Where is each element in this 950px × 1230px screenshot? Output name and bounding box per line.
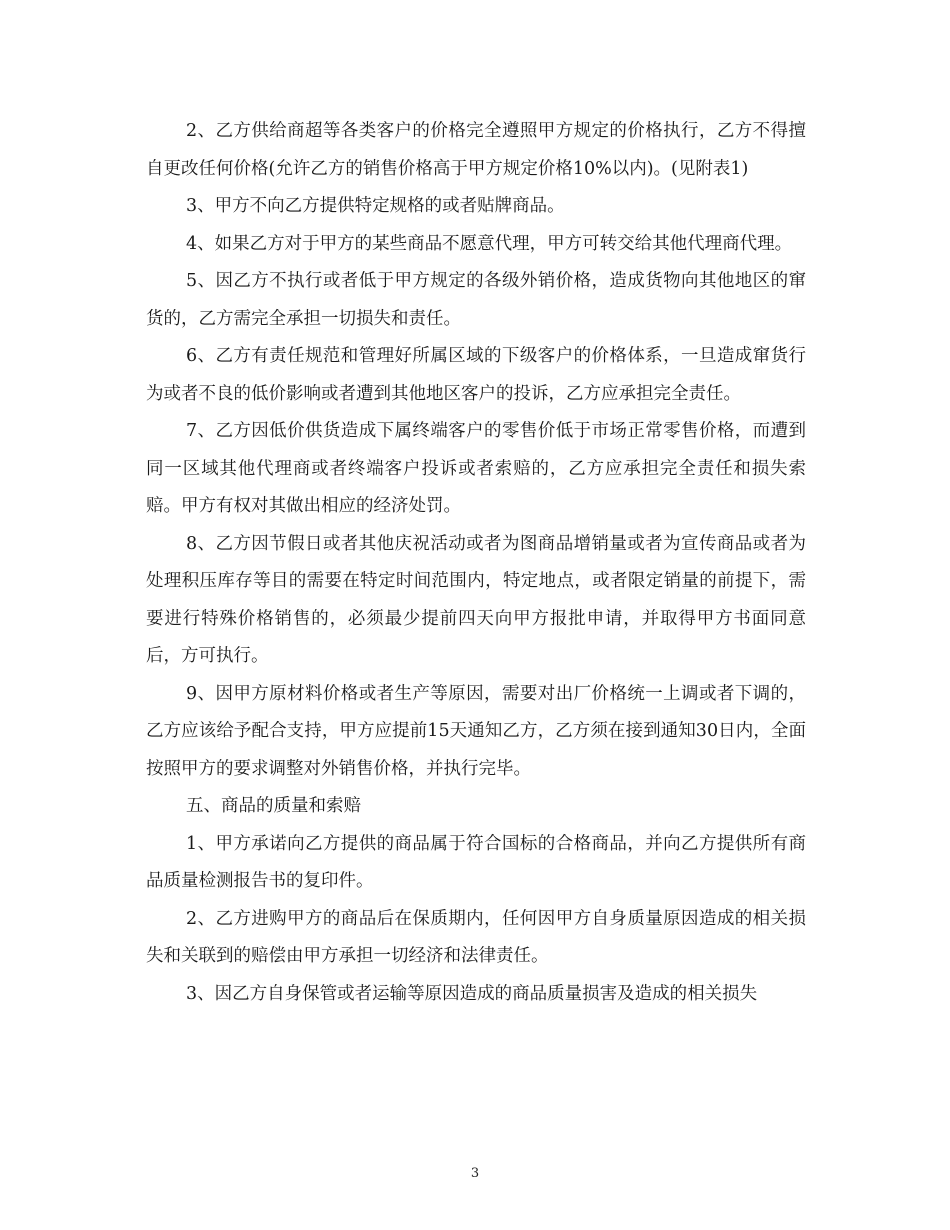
- paragraph-cross-region: 5、因乙方不执行或者低于甲方规定的各级外销价格，造成货物向其他地区的窜货的，乙方需完全承担一切损失和责任。: [146, 271, 806, 329]
- paragraph-price-adjust: 9、因甲方原材料价格或者生产等原因，需要对出厂价格统一上调或者下调的，乙方应该给予配合支持，甲方应提前15天通知乙方，乙方须在接到通知30日内，全面按照甲方的要求调整对外销售价格，并执行完毕。: [146, 683, 806, 779]
- paragraph-special-price: 8、乙方因节假日或者其他庆祝活动或者为图商品增销量或者为宣传商品或者为处理积压库存等目的需要在特定时间范围内，特定地点，或者限定销量的前提下，需要进行特殊价格销售的，必须最少提前四天向甲方报批申请，并取得甲方书面同意后，方可执行。: [146, 533, 806, 666]
- paragraph-quality-liability: 2、乙方进购甲方的商品后在保质期内，任何因甲方自身质量原因造成的相关损失和关联到的赔偿由甲方承担一切经济和法律责任。: [146, 908, 806, 966]
- paragraph-price-compliance: 2、乙方供给商超等各类客户的价格完全遵照甲方规定的价格执行，乙方不得擅自更改任何价格(允许乙方的销售价格高于甲方规定价格10%以内)。(见附表1): [146, 121, 806, 179]
- paragraph-transfer-agent: 4、如果乙方对于甲方的某些商品不愿意代理，甲方可转交给其他代理商代理。: [186, 233, 793, 254]
- paragraph-no-oem: 3、甲方不向乙方提供特定规格的或者贴牌商品。: [186, 196, 565, 216]
- paragraph-quality-promise: 1、甲方承诺向乙方提供的商品属于符合国标的合格商品，并向乙方提供所有商品质量检测报告书的复印件。: [146, 833, 806, 891]
- paragraph-price-system: 6、乙方有责任规范和管理好所属区域的下级客户的价格体系，一旦造成窜货行为或者不良的低价影响或者遭到其他地区客户的投诉，乙方应承担完全责任。: [146, 346, 806, 404]
- page-number: 3: [470, 1166, 480, 1181]
- paragraph-storage-damage: 3、因乙方自身保管或者运输等原因造成的商品质量损害及造成的相关损失: [186, 983, 758, 1004]
- paragraph-low-price: 7、乙方因低价供货造成下属终端客户的零售价低于市场正常零售价格，而遭到同一区域其他代理商或者终端客户投诉或者索赔的，乙方应承担完全责任和损失索赔。甲方有权对其做出相应的经济处罚。: [146, 421, 806, 516]
- section-heading-quality: 五、商品的质量和索赔: [186, 796, 361, 816]
- document-body: [146, 113, 806, 1013]
